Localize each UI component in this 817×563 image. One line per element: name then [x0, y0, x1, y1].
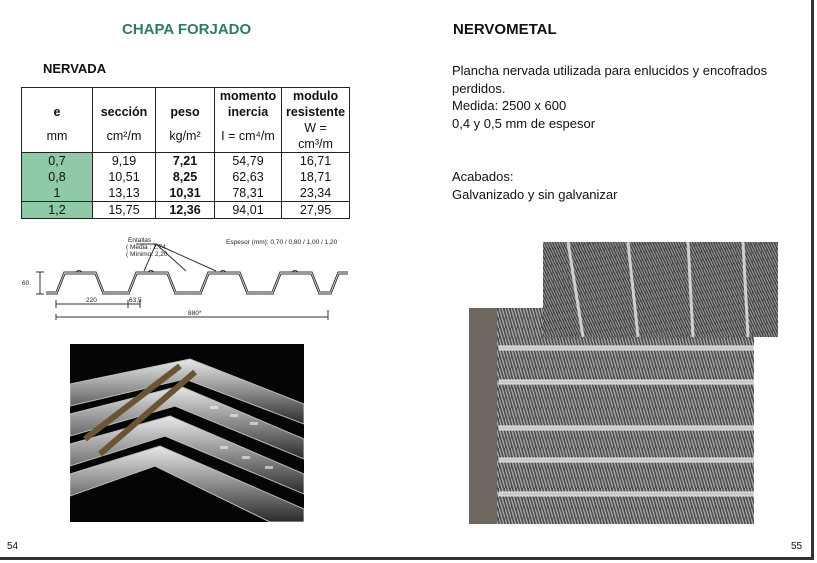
table-cell: 18,71: [282, 169, 350, 185]
desc-line: 0,4 y 0,5 mm de espesor: [452, 115, 596, 131]
finish-label: Acabados:: [452, 169, 514, 184]
label-entallas: Entallas: [128, 237, 152, 244]
label-880: 880*: [188, 310, 202, 317]
desc-line: perdidos.: [452, 80, 506, 96]
desc-line: Plancha nervada utilizada para enlucidos y encofrados: [452, 63, 768, 78]
table-header-row-2: [22, 104, 350, 120]
table-unit-row: [22, 120, 350, 153]
unit-cell: W = cm³/m: [282, 120, 350, 153]
notch-marks: [76, 271, 298, 273]
unit-cell: cm²/m: [93, 120, 156, 153]
table-cell: 23,34: [282, 185, 350, 202]
product-description: [452, 62, 792, 132]
header-cell: inercia: [215, 104, 282, 120]
section-subtitle-nervada: NERVADA: [43, 61, 107, 76]
profile-diagram: [16, 234, 366, 324]
finish-info: [452, 168, 617, 203]
header-cell: [156, 88, 215, 105]
table-cell: 0,8: [22, 169, 93, 185]
header-cell: [22, 88, 93, 105]
unit-cell: kg/m²: [156, 120, 215, 153]
photo-nervometal-large: [469, 308, 754, 524]
header-cell: e: [22, 104, 93, 120]
table-row: [22, 169, 350, 185]
table-cell: 16,71: [282, 153, 350, 170]
spec-table: [21, 87, 350, 219]
table-cell: 0,7: [22, 153, 93, 170]
table-cell: 7,21: [156, 153, 215, 170]
table-cell: 15,75: [93, 202, 156, 219]
page-title-chapa-forjado: CHAPA FORJADO: [122, 21, 252, 38]
table-cell: 94,01: [215, 202, 282, 219]
header-cell: [93, 88, 156, 105]
profile-outline: [46, 272, 348, 292]
table-cell: 10,31: [156, 185, 215, 202]
label-espesor: Espesor (mm): 0,70 / 0,80 / 1,00 / 1,20: [226, 239, 338, 246]
header-cell: modulo: [282, 88, 350, 105]
table-cell: 27,95: [282, 202, 350, 219]
photo-chapa-forjado: [70, 344, 304, 522]
unit-cell: mm: [22, 120, 93, 153]
label-minimo: ( Mínimo: 2,20: [126, 251, 168, 258]
header-cell: resistente: [282, 104, 350, 120]
table-cell: 62,63: [215, 169, 282, 185]
unit-cell: I = cm⁴/m: [215, 120, 282, 153]
desc-line: Medida: 2500 x 600: [452, 98, 567, 113]
label-220: 220: [86, 297, 97, 304]
table-cell: 12,36: [156, 202, 215, 219]
finish-value: Galvanizado y sin galvanizar: [452, 186, 618, 202]
table-cell: 9,19: [93, 153, 156, 170]
table-cell: 78,31: [215, 185, 282, 202]
page-title-nervometal: NERVOMETAL: [453, 21, 557, 38]
header-cell: sección: [93, 104, 156, 120]
photo-nervometal-small: [543, 242, 778, 337]
table-cell: 10,51: [93, 169, 156, 185]
profile-inner: [46, 274, 348, 294]
page-number-left: 54: [7, 541, 19, 552]
header-cell: momento: [215, 88, 282, 105]
table-header-row-1: [22, 88, 350, 105]
table-cell: 1,2: [22, 202, 93, 219]
page-number-right: 55: [791, 541, 803, 552]
height-dim-line: [36, 272, 44, 294]
table-row: [22, 185, 350, 202]
table-cell: 13,13: [93, 185, 156, 202]
header-cell: peso: [156, 104, 215, 120]
table-cell: 54,79: [215, 153, 282, 170]
table-cell: 1: [22, 185, 93, 202]
label-height: 60: [22, 280, 30, 287]
table-row: [22, 153, 350, 170]
table-cell: 8,25: [156, 169, 215, 185]
label-media: ( Media : 2,74: [126, 244, 166, 251]
table-row: [22, 202, 350, 219]
label-635: 63,5: [129, 297, 142, 304]
